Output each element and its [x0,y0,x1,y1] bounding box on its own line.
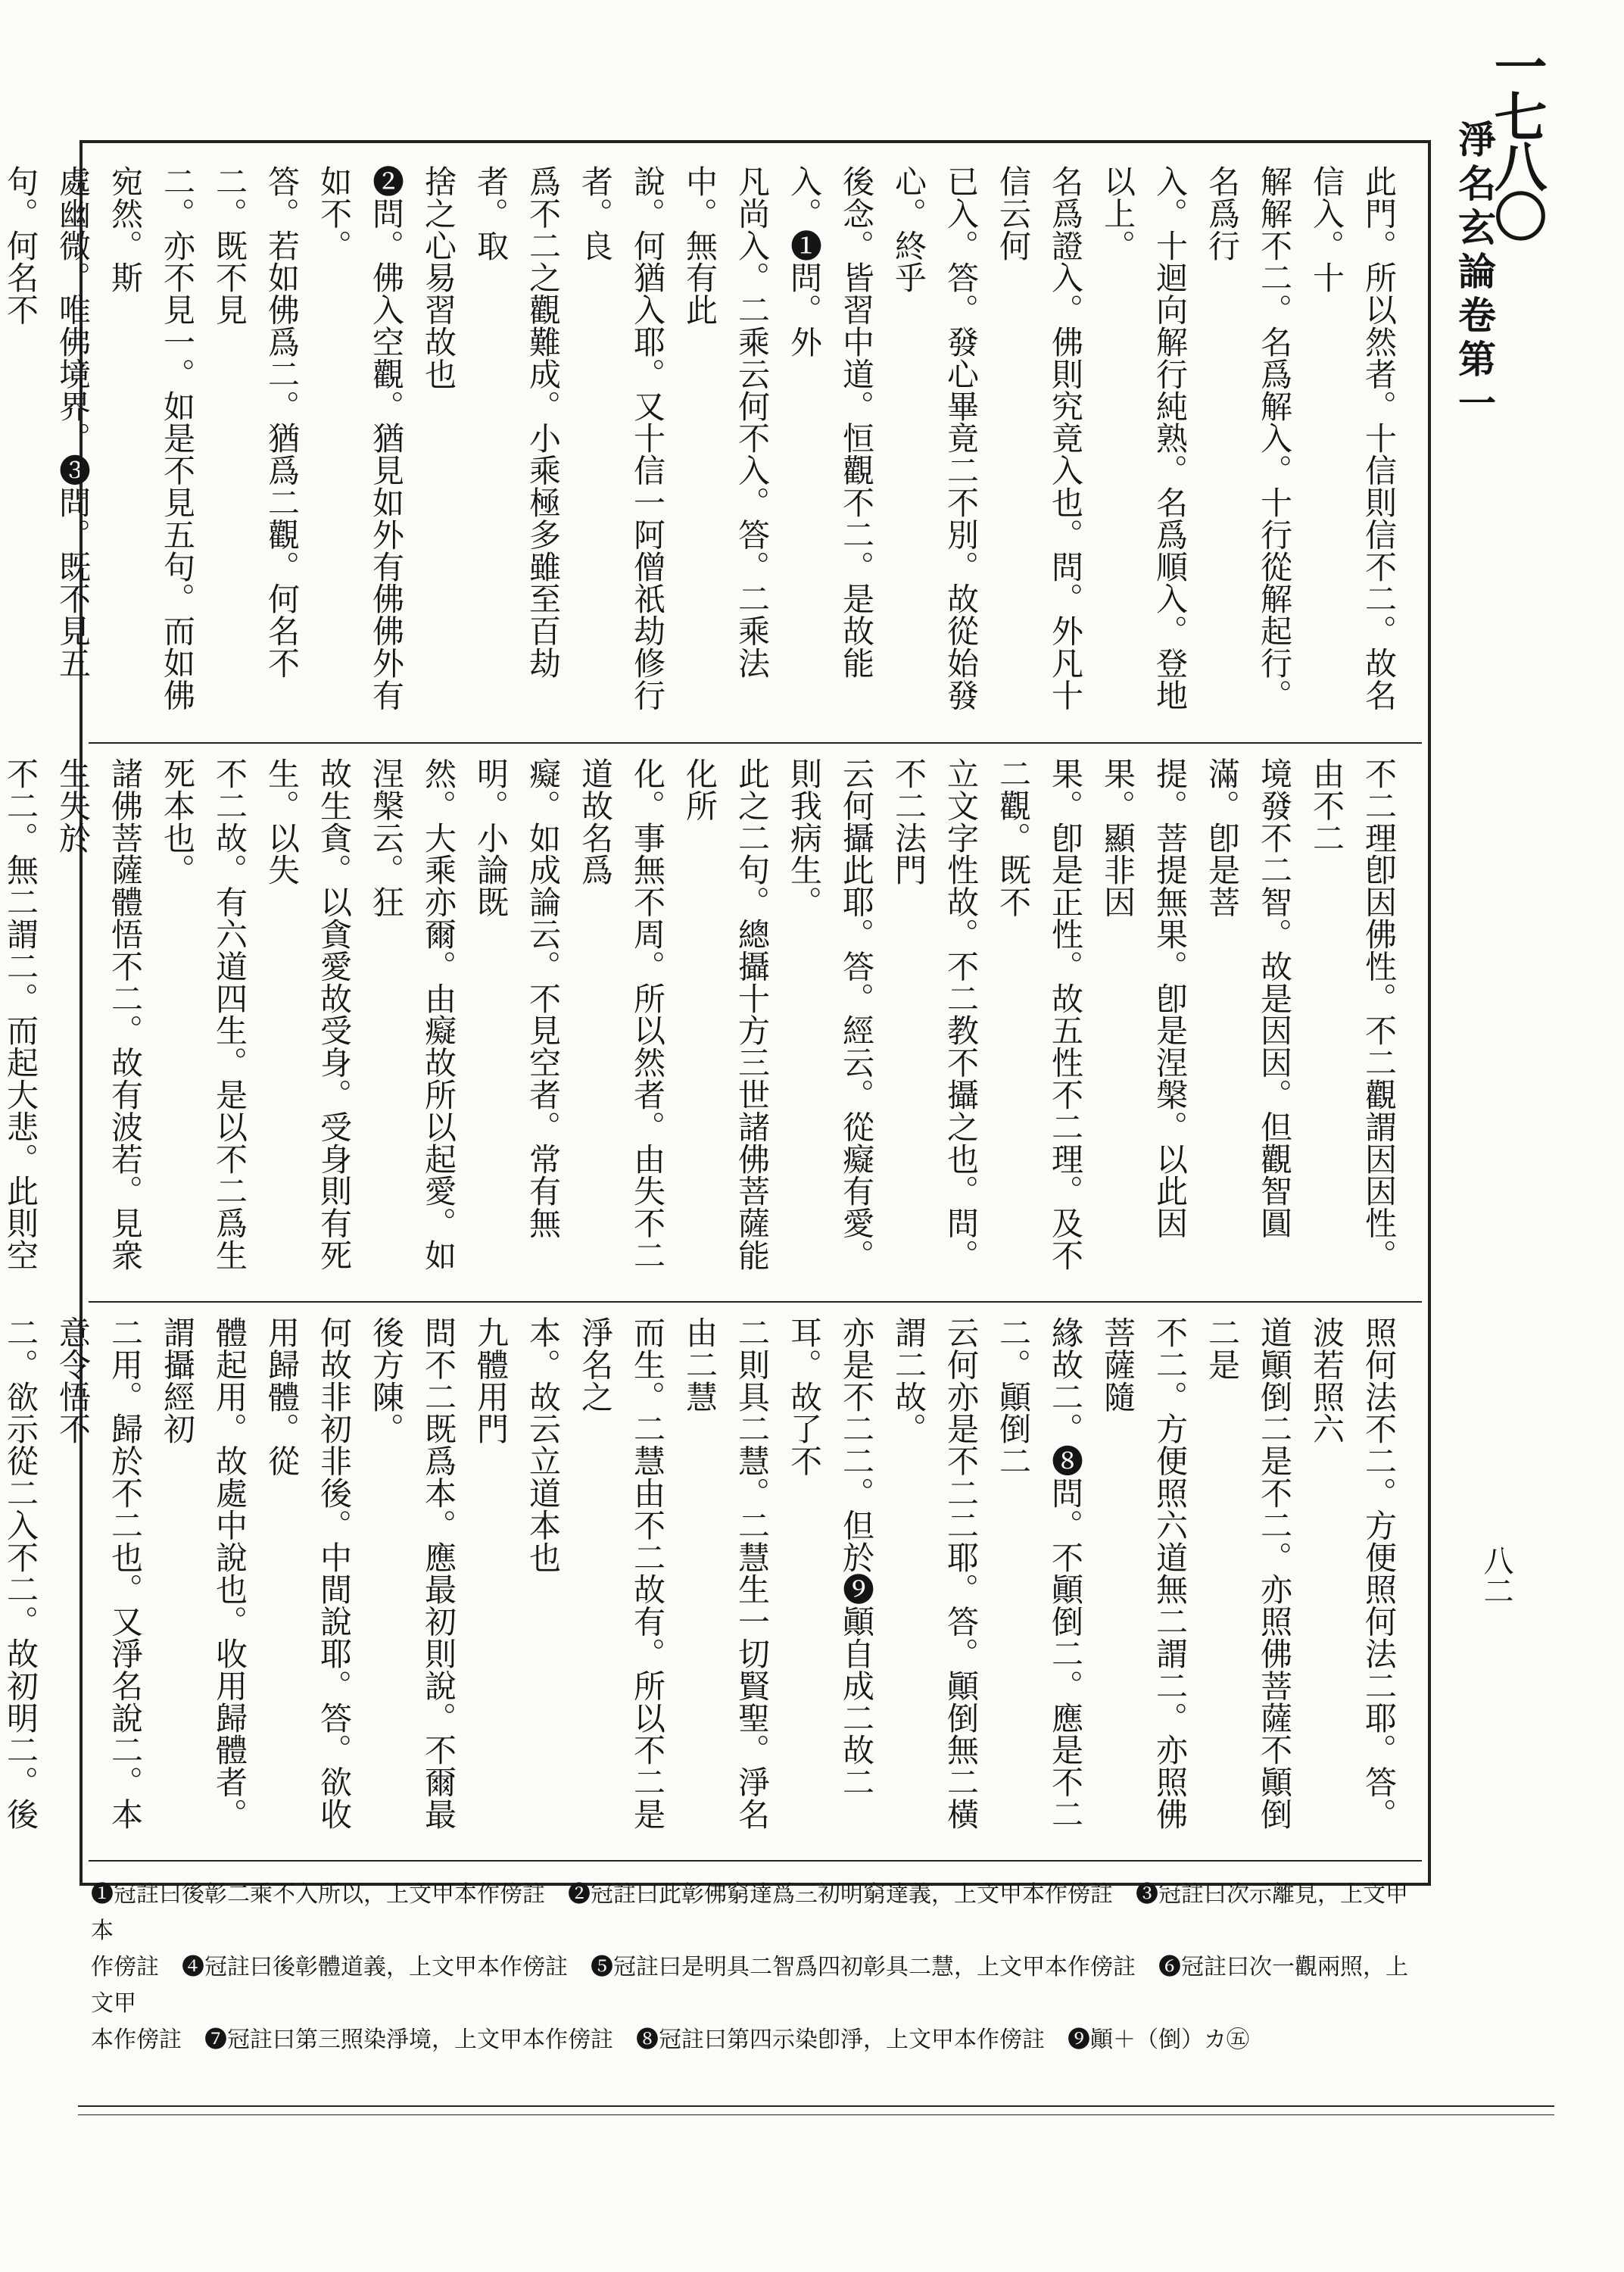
text-column: 答。若如佛爲二。猶爲二觀。何名不二。既不見 [211,165,301,679]
text-column: 故生貪。以貪愛故受身。受身則有死生。以失 [263,757,353,1272]
footnote-line: 作傍註 ❹冠註曰後彰體道義，上文甲本作傍註 ❺冠註曰是明具二智爲四初彰具二慧，上文甲本作傍註 ❻冠註曰次一觀兩照，上文甲 [91,1954,1408,2017]
text-column: 凡尚入。二乘云何不入。答。二乘法中。無有此 [681,165,771,679]
text-column: 九體用門 [472,1316,510,1445]
text-column: 境發不二智。故是因因。但觀智圓滿。卽是菩 [1204,757,1293,1239]
text-column: 云何亦是不二二耶。答。顚倒無二橫謂二故。 [890,1316,980,1830]
footnotes [91,1877,1423,2058]
text-section-1 [2,165,1405,726]
text-column: 入。十迴向解行純熟。名爲順入。登地以上。 [1099,165,1189,711]
text-column: 不二理卽因佛性。不二觀謂因因性。由不二 [1308,757,1398,1272]
text-column: 提。菩提無果。卽是涅槃。以此因果。顯非因 [1099,757,1189,1239]
text-column: 捨之心易習故也 [420,165,457,390]
text-column: 此之二句。總攝十方三世諸佛菩薩能化所 [681,757,771,1272]
vertical-text-block-3 [2,1316,1405,1846]
text-column: 化。事無不周。所以然者。由失不二道故名爲 [577,757,666,1272]
text-column: 名爲證入。佛則究竟入也。問。外凡十信云何 [995,165,1084,711]
bottom-rule-2 [78,2114,1554,2115]
text-column: 二。欲示從二入不二。故初明二。後 [2,1316,39,1830]
page-number: 一七八〇 [1485,39,1548,239]
text-column: 體起用。故處中說也。收用歸體者。謂攝經初 [159,1316,248,1830]
vertical-text-block-2 [2,757,1405,1287]
text-column: 爲不二之觀難成。小乘極多雖至百劫者。取 [472,165,562,679]
side-page-number: 八二 [1479,1545,1513,1606]
text-column: 然。大乘亦爾。由癡故所以起愛。如涅槃云。狂 [368,757,457,1272]
text-column: 亦是不二二。但於❾顚自成二故二耳。故了不 [786,1316,875,1798]
text-section-3 [2,1316,1405,1846]
text-column: 不二。方便照六道無二謂二。亦照佛菩薩隨 [1099,1316,1189,1830]
text-column: 諸佛菩薩體悟不二。故有波若。見衆生失於 [55,757,144,1272]
section-divider-3 [89,1860,1422,1862]
vertical-text-block-1 [2,165,1405,726]
text-column: 照何法不二。方便照何法二耶。答。波若照六 [1308,1316,1398,1830]
text-column: 二則具二慧。二慧生一切賢聖。淨名由二慧 [681,1316,771,1830]
text-column: 二。亦不見一。如是不見五句。而如佛宛然。斯 [107,165,196,711]
section-divider-1 [89,742,1422,744]
text-section-2 [2,757,1405,1287]
text-column: 不二故。有六道四生。是以不二爲生死本也。 [159,757,248,1272]
running-title: 淨名玄論卷第一 [1452,120,1497,427]
text-column: 問不二既爲本。應最初則說。不爾最後方陳。 [368,1316,457,1830]
text-column: 說。何猶入耶。又十信一阿僧祇劫修行者。良 [577,165,666,711]
text-column: 不二。無二謂二。而起大悲。此則空 [2,757,39,1272]
text-column: 處幽微。唯佛境界。❸問。既不見五句。何名不 [2,165,92,679]
text-column: 緣故二。❽問。不顚倒二。應是不二二。顚倒二 [995,1316,1084,1830]
text-column: 已入。答。發心畢竟二不別。故從始發心。終乎 [890,165,980,711]
footnote-line: ❶冠註曰後彰二乘不入所以，上文甲本作傍註 ❷冠註曰此彰佛窮達爲三初明窮達義，上文甲本作傍註 ❸冠註曰次示離見，上文甲本 [91,1881,1408,1944]
text-column: 本。故云立道本也 [525,1316,562,1574]
text-column: 後念。皆習中道。恒觀不二。是故能入。❶問。外 [786,165,875,679]
footnote-line: 本作傍註 ❼冠註曰第三照染淨境，上文甲本作傍註 ❽冠註曰第四示染卽淨，上文甲本作傍註 ❾顚＋（倒）カ㊄ [91,2027,1249,2053]
text-column: 立文字性故。不二教不攝之也。問。不二法門 [890,757,980,1272]
text-column: ❷問。佛入空觀。猶見如外有佛佛外有如不。 [316,165,405,711]
bottom-rule-1 [78,2105,1554,2107]
text-column: 何故非初非後。中間說耶。答。欲收用歸體。從 [263,1316,353,1830]
text-column: 道顚倒二是不二。亦照佛菩薩不顚倒二是 [1204,1316,1293,1830]
section-divider-2 [89,1301,1422,1303]
text-column: 果。卽是正性。故五性不二理。及不二觀。既不 [995,757,1084,1272]
text-column: 二用。歸於不二也。又淨名說二。本意令悟不 [55,1316,144,1830]
text-column: 云何攝此耶。答。經云。從癡有愛。則我病生。 [786,757,875,1272]
text-column: 此門。所以然者。十信則信不二。故名信入。十 [1308,165,1398,711]
text-column: 而生。二慧由不二故有。所以不二是淨名之 [577,1316,666,1830]
text-column: 解解不二。名爲解入。十行從解起行。名爲行 [1204,165,1293,711]
text-column: 癡。如成論云。不見空者。常有無明。小論既 [472,757,562,1239]
